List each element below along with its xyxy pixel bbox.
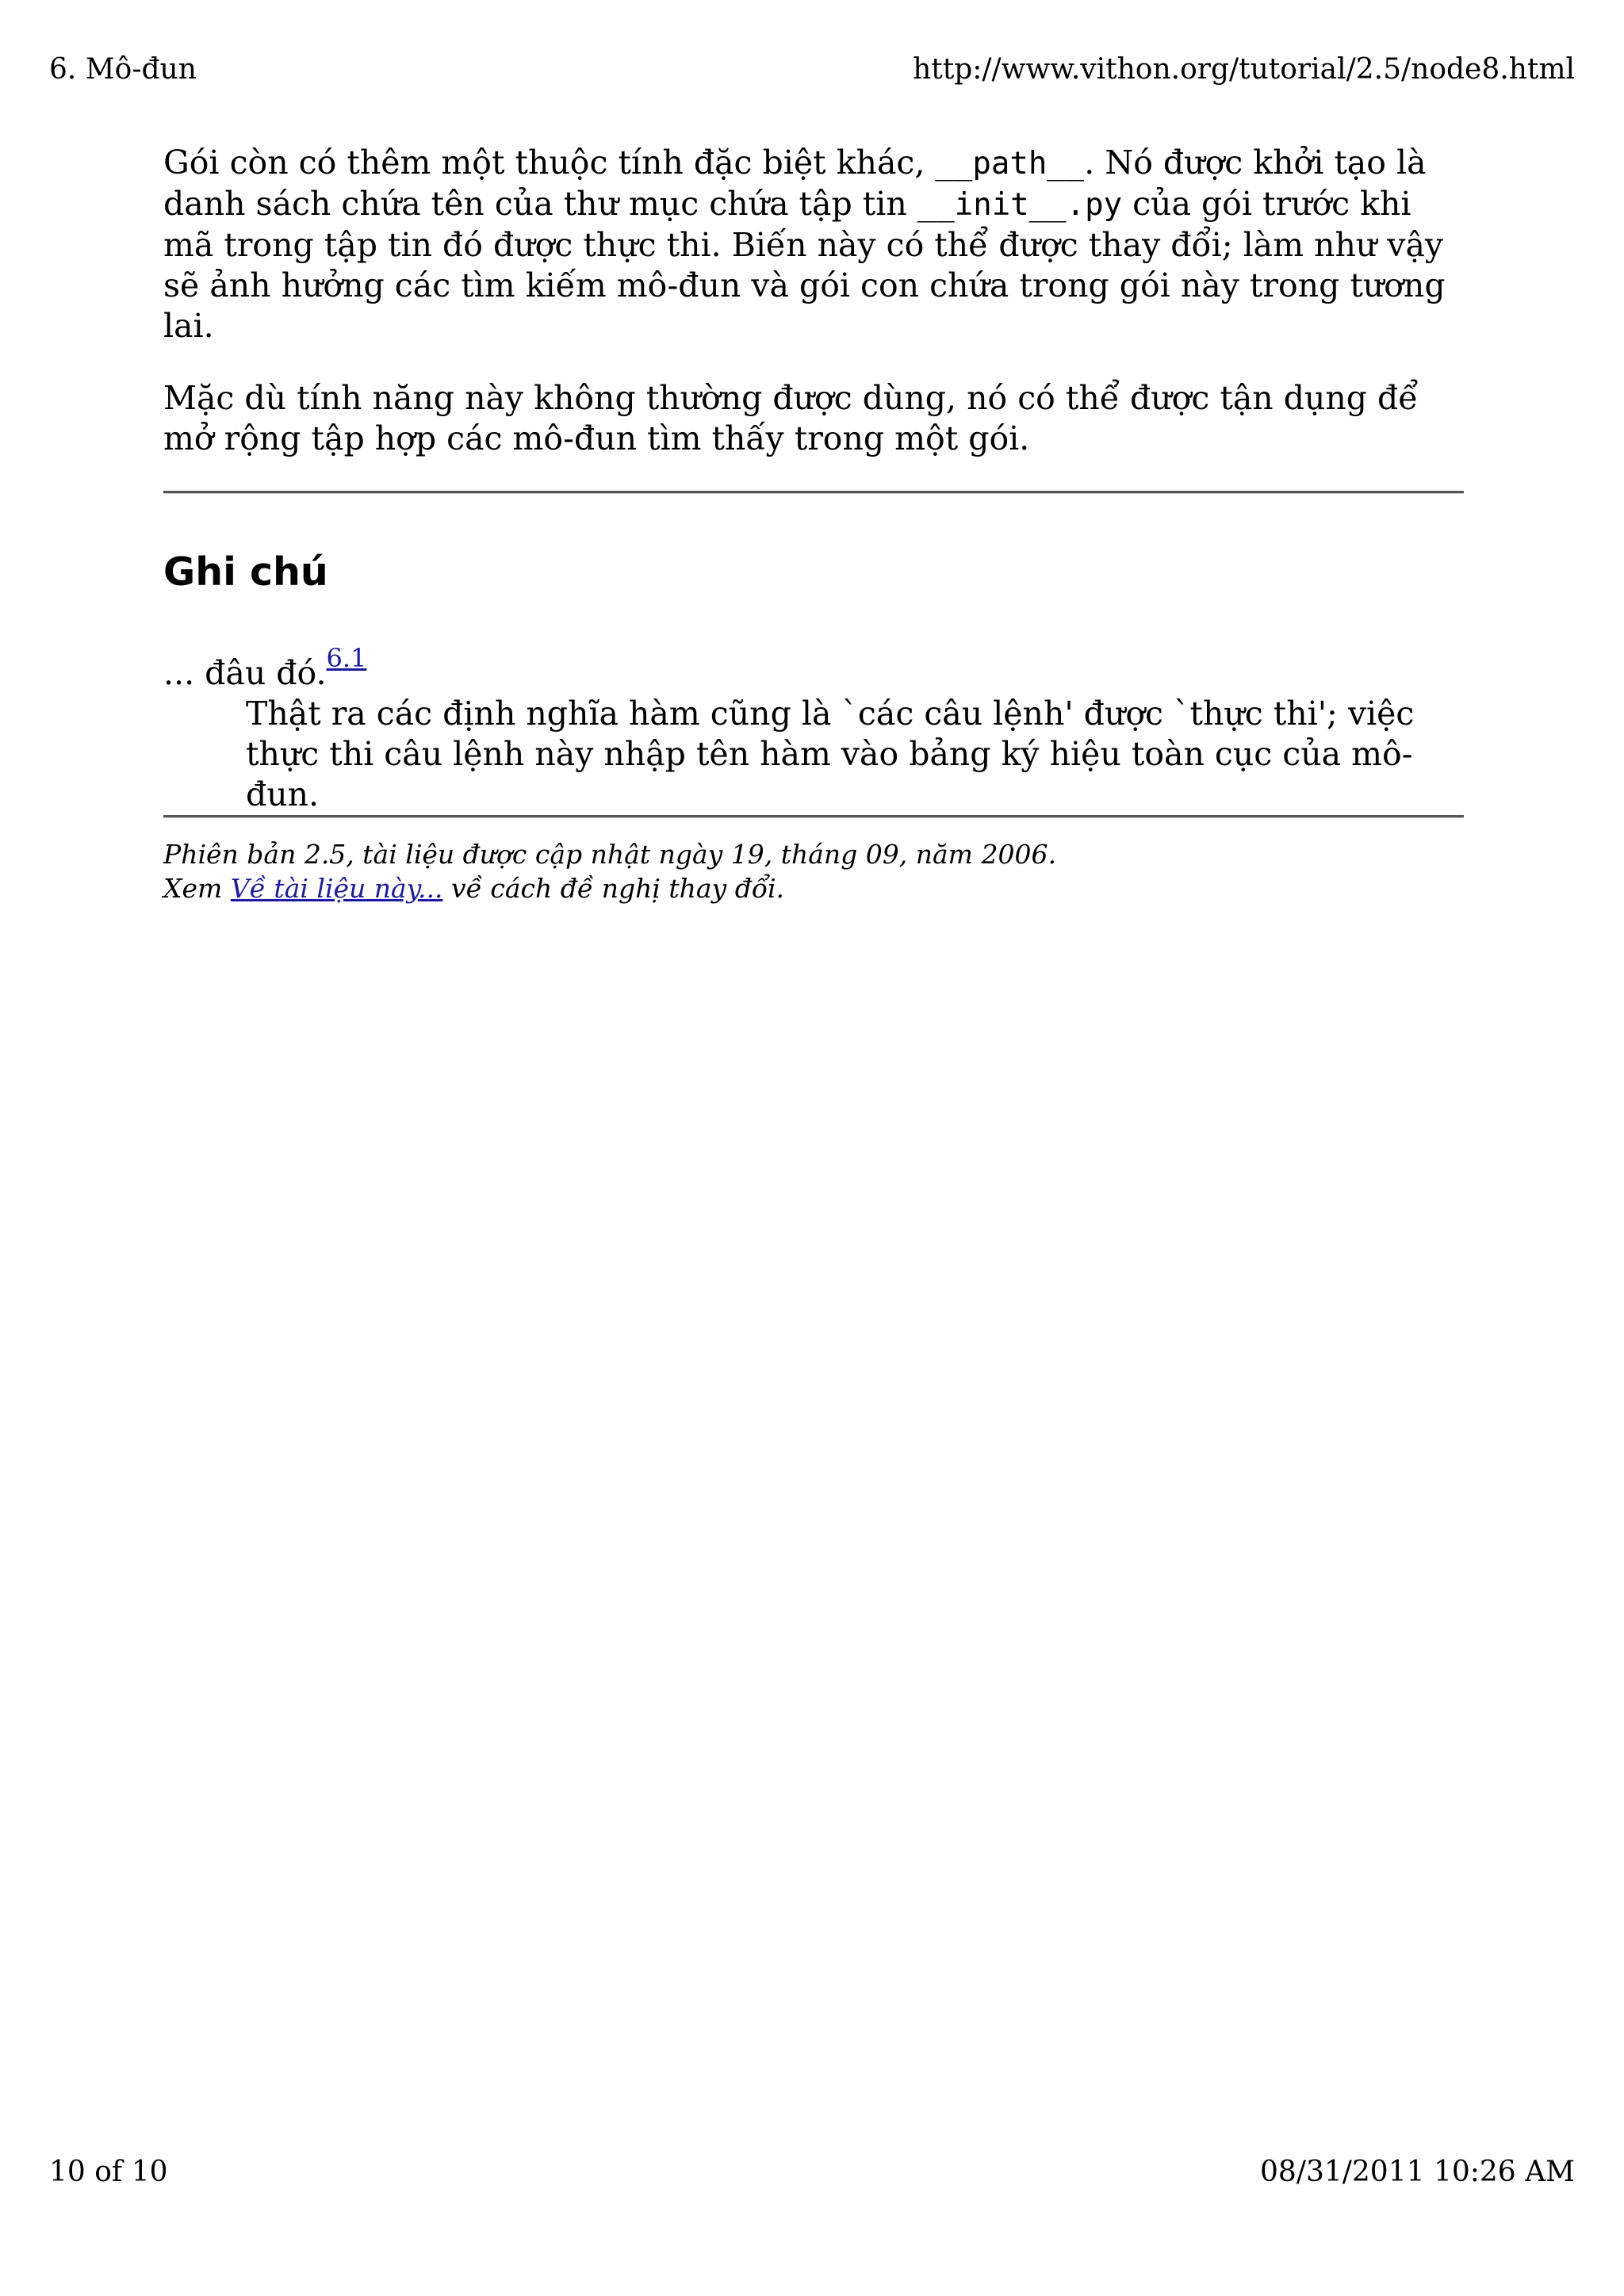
code-path: __path__: [935, 146, 1085, 182]
paragraph-text: Gói còn có thêm một thuộc tính đặc biệt khác,: [163, 144, 936, 182]
version-info: Phiên bản 2.5, tài liệu được cập nhật ngày 19, tháng 09, năm 2006.: [163, 838, 1056, 870]
print-header: [49, 52, 1575, 86]
about-line: [163, 871, 1464, 905]
paragraph-text: của gói trước khi mã trong tập tin đó được thực thi. Biến này có thể được thay đổi; làm như vậy sẽ ảnh hưởng các tìm kiếm mô-đun và gói con chứa trong gói này trong tương lai.: [163, 185, 1446, 345]
page-count: 10 of 10: [49, 2156, 168, 2188]
print-datetime: 08/31/2011 10:26 AM: [1260, 2156, 1575, 2188]
footnote-definition: Thật ra các định nghĩa hàm cũng là `các câu lệnh' được `thực thi'; việc thực thi câu lệnh này nhập tên hàm vào bảng ký hiệu toàn cục của mô-đun.: [246, 694, 1415, 813]
about-prefix: Xem: [163, 872, 231, 904]
footnote-ref-link[interactable]: 6.1: [326, 642, 367, 673]
footnote-term-text: ... đâu đó.: [163, 653, 327, 692]
page-title: 6. Mô-đun: [49, 53, 197, 86]
page-url: http://www.vithon.org/tutorial/2.5/node8.html: [913, 53, 1575, 86]
document-address: [163, 837, 1464, 905]
code-init-py: __init__.py: [917, 187, 1123, 223]
section-divider: [163, 491, 1464, 494]
footnote-term: [163, 642, 1464, 694]
about-suffix: về cách đề nghị thay đổi.: [442, 872, 785, 904]
paragraph-feature-usage: Mặc dù tính năng này không thường được dùng, nó có thể được tận dụng để mở rộng tập hợp các mô-đun tìm thấy trong một gói.: [163, 379, 1419, 457]
document-content: [163, 143, 1464, 905]
notes-heading: Ghi chú: [163, 549, 328, 595]
about-document-link[interactable]: Về tài liệu này...: [230, 872, 443, 904]
print-footer: [49, 2155, 1575, 2189]
footer-divider: [163, 815, 1464, 818]
paragraph-text: . Nó được khởi tạo là danh sách chứa tên của thư mục chứa tập tin: [163, 144, 1427, 223]
paragraph-package-path: [163, 143, 1464, 346]
